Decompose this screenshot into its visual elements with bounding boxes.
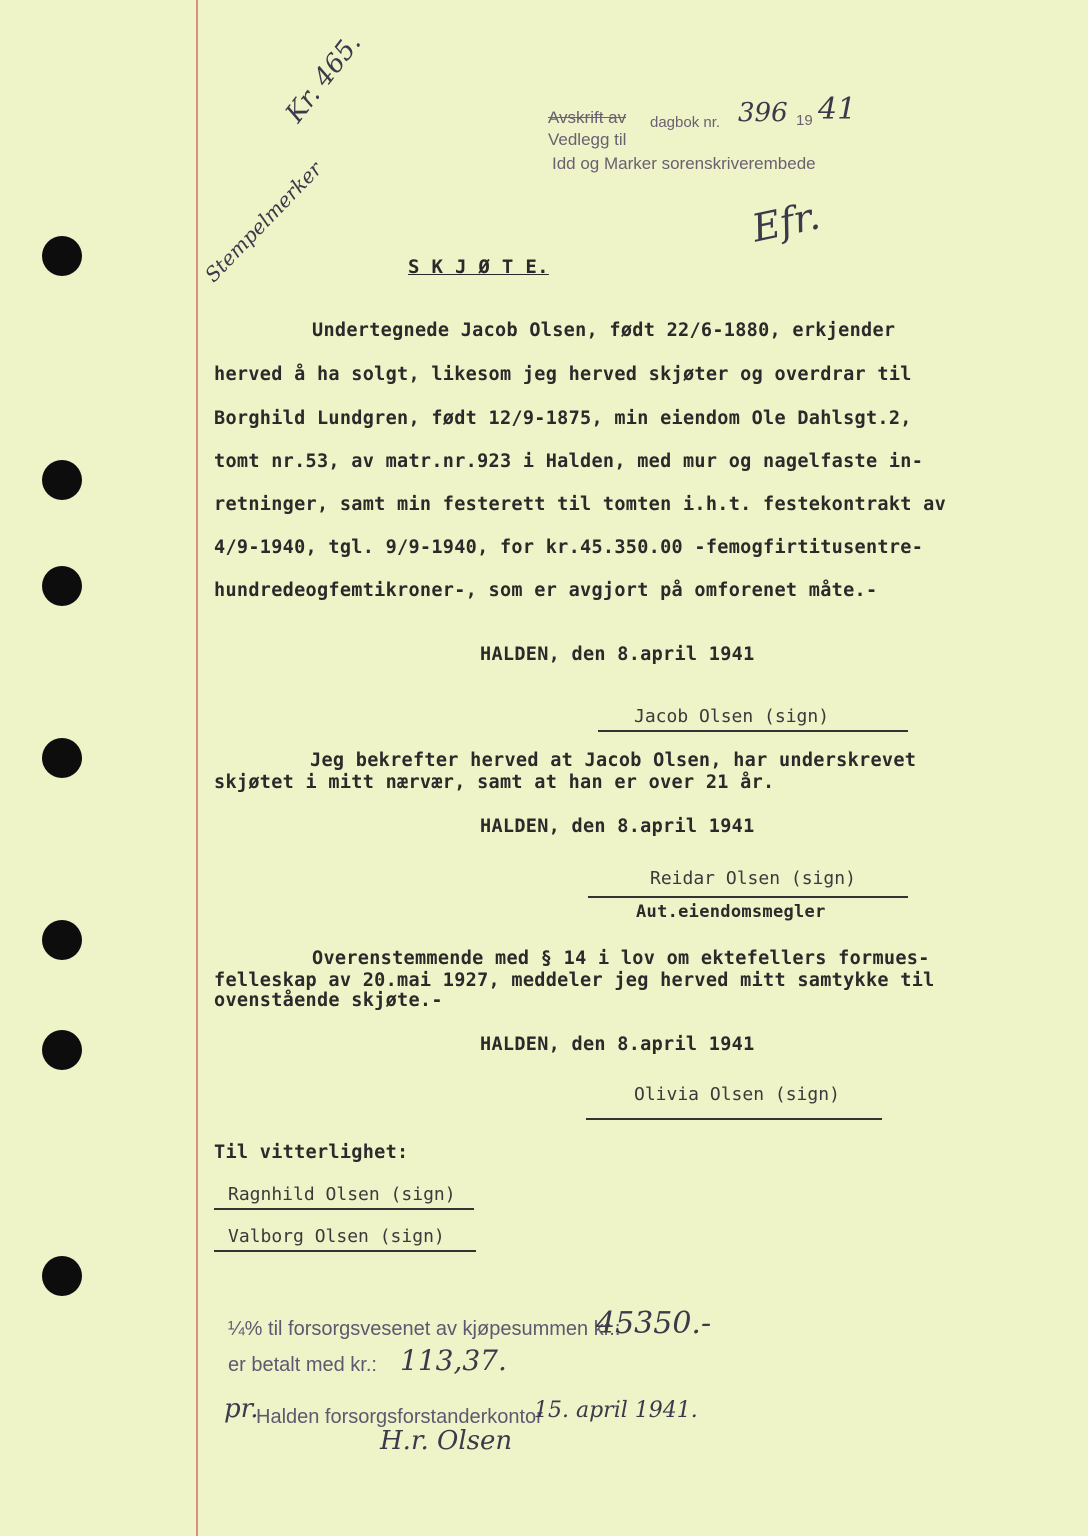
punch-hole — [42, 738, 82, 778]
paragraph-line: Undertegnede Jacob Olsen, født 22/6-1880, erkjender — [312, 320, 896, 341]
paragraph-line: retninger, samt min festerett til tomten i.h.t. festekontrakt av — [214, 494, 947, 515]
stamp-dagbok: dagbok nr. — [650, 114, 721, 131]
bottom-stamp-date: 15. april 1941. — [534, 1398, 698, 1423]
punch-hole — [42, 460, 82, 500]
paragraph-line: 4/9-1940, tgl. 9/9-1940, for kr.45.350.00 -femogfirtitusentre- — [214, 537, 924, 558]
deed-title: S K J Ø T E. — [408, 256, 549, 278]
paragraph-line: tomt nr.53, av matr.nr.923 i Halden, med mur og nagelfaste in- — [214, 451, 924, 472]
signature-rule — [598, 730, 908, 732]
bottom-stamp-amount1: 45350.- — [596, 1306, 712, 1341]
stamp-year-prefix: 19 — [796, 112, 813, 129]
punch-hole — [42, 1256, 82, 1296]
margin-note-kr: Kr. 465. — [280, 28, 368, 129]
stamp-line1 — [548, 108, 626, 128]
signature-rule — [588, 896, 908, 898]
paragraph-line: skjøtet i mitt nærvær, samt at han er over 21 år. — [214, 772, 775, 793]
signature-text: Olivia Olsen (sign) — [634, 1084, 840, 1105]
bottom-stamp-line1: ¼% til forsorgsvesenet av kjøpesummen kr.: — [228, 1318, 621, 1340]
witness-rule — [214, 1208, 474, 1210]
margin-note-cfr: Efr. — [748, 193, 824, 251]
signature-title: Aut.eiendomsmegler — [636, 902, 826, 922]
bottom-stamp-signature: H.r. Olsen — [380, 1426, 513, 1456]
signature-text: Reidar Olsen (sign) — [650, 868, 856, 889]
signature-rule — [586, 1118, 882, 1120]
date-line: HALDEN, den 8.april 1941 — [480, 1034, 755, 1055]
witness-heading: Til vitterlighet: — [214, 1142, 409, 1163]
bottom-stamp-line3: Halden forsorgsforstanderkontor — [256, 1406, 543, 1428]
witness-signature: Valborg Olsen (sign) — [228, 1226, 445, 1247]
paragraph-line: Borghild Lundgren, født 12/9-1875, min eiendom Ole Dahlsgt.2, — [214, 408, 912, 429]
punch-hole — [42, 236, 82, 276]
stamp-line2: Vedlegg til — [548, 130, 627, 149]
punch-hole — [42, 920, 82, 960]
stamp-line3: Idd og Marker sorenskriverembede — [552, 154, 816, 173]
paragraph-line: herved å ha solgt, likesom jeg herved skjøter og overdrar til — [214, 364, 912, 385]
paragraph-line: Jeg bekrefter herved at Jacob Olsen, har underskrevet — [310, 750, 917, 771]
paragraph-line: ovenstående skjøte.- — [214, 990, 443, 1011]
margin-note-side: Stempelmerker — [200, 156, 327, 287]
signature-text: Jacob Olsen (sign) — [634, 706, 830, 727]
bottom-stamp-prefix: pr. — [224, 1394, 259, 1424]
witness-rule — [214, 1250, 476, 1252]
paragraph-line: felleskap av 20.mai 1927, meddeler jeg herved mitt samtykke til — [214, 970, 935, 991]
date-line: HALDEN, den 8.april 1941 — [480, 816, 755, 837]
punch-hole — [42, 566, 82, 606]
paragraph-line: hundredeogfemtikroner-, som er avgjort på omforenet måte.- — [214, 580, 878, 601]
stamp-number: 396 — [738, 98, 788, 128]
bottom-stamp-line2: er betalt med kr.: — [228, 1354, 377, 1376]
paragraph-line: Overenstemmende med § 14 i lov om ektefellers formues- — [312, 948, 930, 969]
bottom-stamp-amount2: 113,37. — [400, 1344, 507, 1377]
date-line: HALDEN, den 8.april 1941 — [480, 644, 755, 665]
witness-signature: Ragnhild Olsen (sign) — [228, 1184, 456, 1205]
stamp-year-suffix: 41 — [818, 92, 857, 127]
stamp-avskrift: Avskrift av — [548, 108, 627, 127]
margin-line — [196, 0, 198, 1536]
punch-hole — [42, 1030, 82, 1070]
